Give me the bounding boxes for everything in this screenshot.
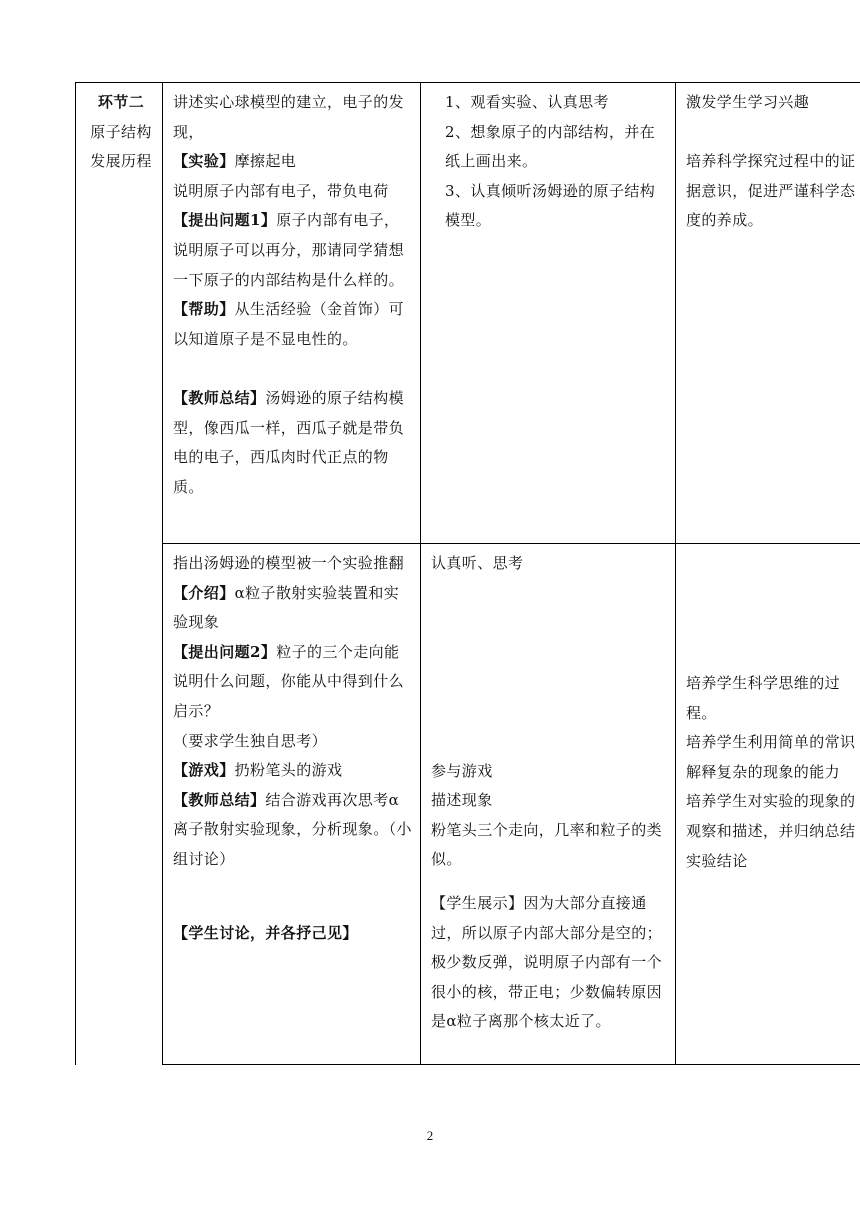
student-text: 认真听、思考 [431,554,524,572]
purpose-text: 培养科学探究过程中的证据意识，促进严谨科学态度的养成。 [686,152,856,230]
lesson-plan-table [75,82,860,1065]
purpose-text: 培养学生科学思维的过程。 [686,674,841,722]
teacher-text: 【帮助】从生活经验（金首饰）可以知道原子是不显电性的。 [173,300,405,348]
teacher-activity-cell-1 [163,83,421,544]
teacher-text: 【提出问题2】粒子的三个走向能说明什么问题，你能从中得到什么启示？ [173,642,405,720]
teacher-activity-cell-2 [163,544,421,1065]
tag-label: 【帮助】 [173,300,235,319]
teacher-text: 指出汤姆逊的模型被一个实验推翻 [173,554,405,572]
student-text: 参与游戏 [431,761,493,780]
purpose-cell-2 [676,544,860,1065]
tag-label: 【介绍】 [173,583,235,602]
teacher-text: （要求学生独自思考） [173,731,328,750]
section-subtitle: 原子结构发展历程 [90,122,152,171]
student-text: 1、观看实验、认真思考 [445,93,609,111]
student-activity-cell-2 [421,544,676,1065]
student-text: 粉笔头三个走向，几率和粒子的类似。 [431,820,663,869]
tag-label: 【教师总结】 [173,790,266,809]
purpose-cell-1 [676,83,860,544]
teacher-text: 【游戏】扔粉笔头的游戏 [173,761,343,780]
teacher-text: 讲述实心球模型的建立，电子的发现， [173,93,405,141]
student-text: 3、认真倾听汤姆逊的原子结构模型。 [445,181,656,230]
tag-label: 【游戏】 [173,761,235,780]
section-cell [76,83,163,1065]
tag-label: 【实验】 [173,152,235,171]
student-activity-cell-1 [421,83,676,544]
teacher-text [173,919,414,949]
table-row [76,544,860,1065]
student-text: 描述现象 [431,791,493,810]
tag-label: 【提出问题2】 [173,642,277,661]
tag-label: 【教师总结】 [173,388,266,407]
purpose-text: 激发学生学习兴趣 [686,93,810,111]
purpose-text: 培养学生利用简单的常识解释复杂的现象的能力 [686,733,856,781]
tag-label: 【学生讨论，并各抒己见】 [173,923,358,942]
teacher-text: 说明原子内部有电子，带负电荷 [173,181,389,200]
student-text: 2、想象原子的内部结构，并在纸上画出来。 [445,122,656,171]
teacher-text: 【提出问题1】原子内部有电子，说明原子可以再分，那请同学猜想一下原子的内部结构是什么样的。 [173,211,405,289]
teacher-text: 【教师总结】结合游戏再次思考α离子散射实验现象，分析现象。（小组讨论） [173,790,412,868]
table-row [76,83,860,544]
student-text: 【学生展示】因为大部分直接通过，所以原子内部大部分是空的；极少数反弹，说明原子内部有一个很小的核，带正电；少数偏转原因是α粒子离那个核太近了。 [431,893,663,1031]
teacher-text: 【实验】摩擦起电 [173,152,297,171]
page-number: 2 [426,1128,434,1143]
tag-label: 【提出问题1】 [173,211,277,230]
teacher-text: 【介绍】α粒子散射实验装置和实验现象 [173,583,400,632]
purpose-text: 培养学生对实验的现象的观察和描述，并归纳总结实验结论 [686,792,856,870]
section-title: 环节二 [97,93,145,111]
teacher-text: 【教师总结】汤姆逊的原子结构模型，像西瓜一样，西瓜子就是带负电的电子，西瓜肉时代正点的物质。 [173,388,405,496]
